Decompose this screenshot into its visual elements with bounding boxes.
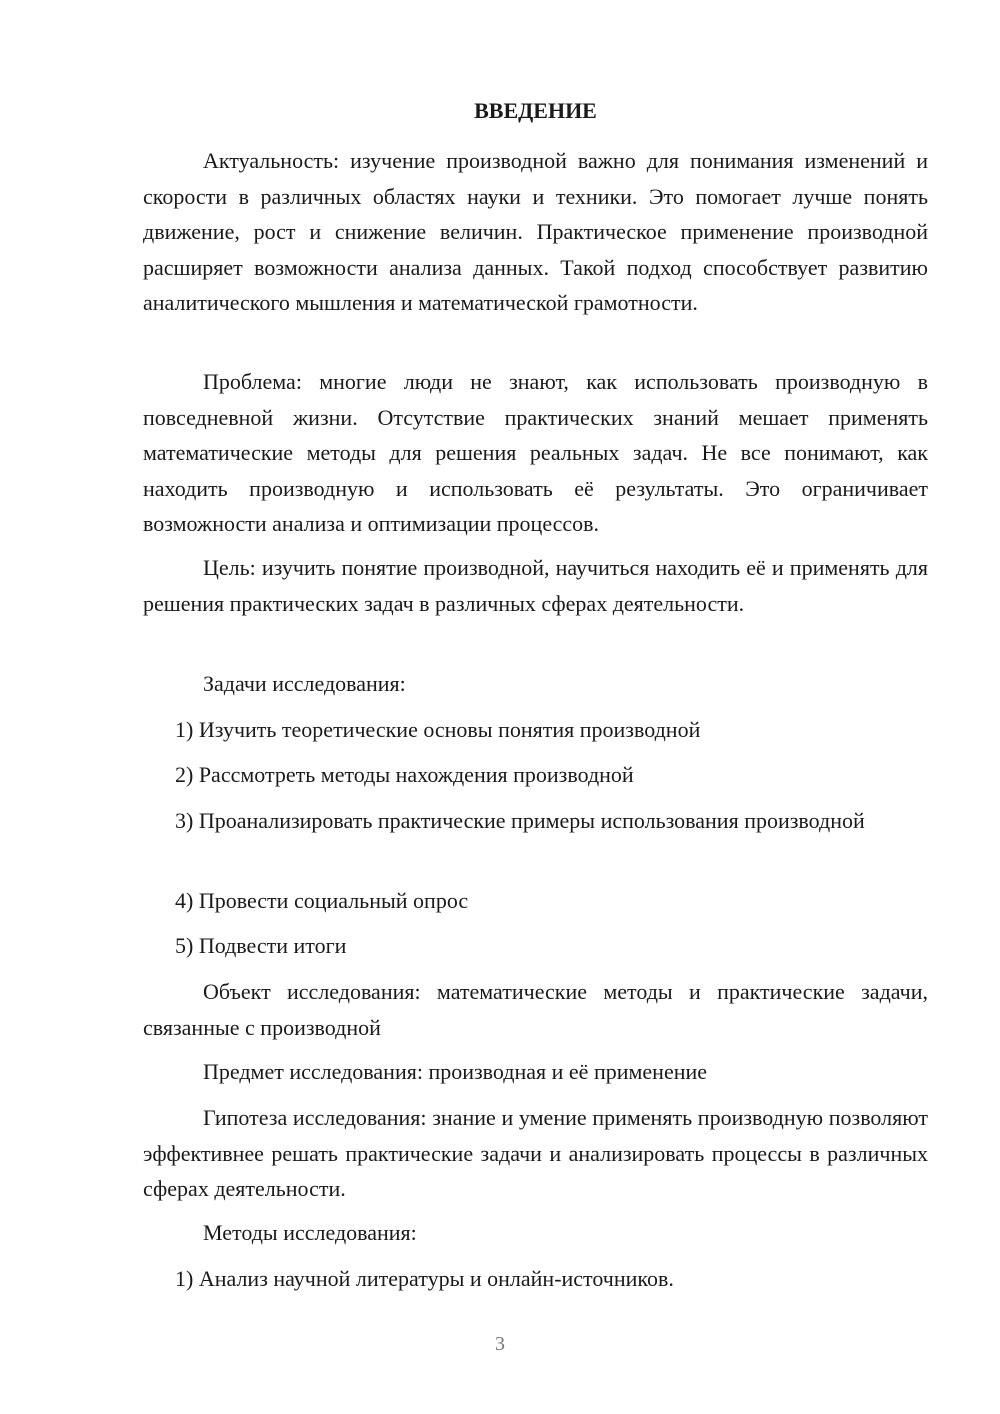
task-item-5: 5) Подвести итоги: [175, 933, 347, 958]
section-heading: ВВЕДЕНИЕ: [474, 98, 597, 123]
methods-title: Методы исследования:: [203, 1220, 417, 1245]
paragraph-relevance: Актуальность: изучение производной важно для понимания изменений и скорости в различных областях науки и техники. Это помогает лучше понять движение, рост и снижение величин. Практическое применение производной расширяет возможности анализа данных. Такой подход способствует развитию аналитического мышления и математической грамотности.: [143, 148, 928, 315]
task-item-1: 1) Изучить теоретические основы понятия производной: [175, 717, 701, 742]
task-item-4: 4) Провести социальный опрос: [175, 888, 469, 913]
method-item-1: 1) Анализ научной литературы и онлайн-источников.: [175, 1266, 674, 1291]
paragraph-hypothesis: Гипотеза исследования: знание и умение применять производную позволяют эффективнее решать практические задачи и анализировать процессы в различных сферах деятельности.: [143, 1105, 928, 1201]
task-item-3: 3) Проанализировать практические примеры использования производной: [175, 808, 865, 833]
tasks-title: Задачи исследования:: [203, 671, 406, 696]
paragraph-subject: Предмет исследования: производная и её применение: [203, 1059, 708, 1084]
task-item-2: 2) Рассмотреть методы нахождения производной: [175, 762, 634, 787]
paragraph-problem: Проблема: многие люди не знают, как использовать производную в повседневной жизни. Отсутствие практических знаний мешает применять математические методы для решения реальных задач. Не все понимают, как находить производную и использовать её результаты. Это ограничивает возможности анализа и оптимизации процессов.: [143, 369, 928, 536]
paragraph-goal: Цель: изучить понятие производной, научиться находить её и применять для решения практических задач в различных сферах деятельности.: [143, 555, 928, 616]
paragraph-object: Объект исследования: математические методы и практические задачи, связанные с производной: [143, 979, 928, 1040]
page-number: 3: [495, 1333, 505, 1355]
